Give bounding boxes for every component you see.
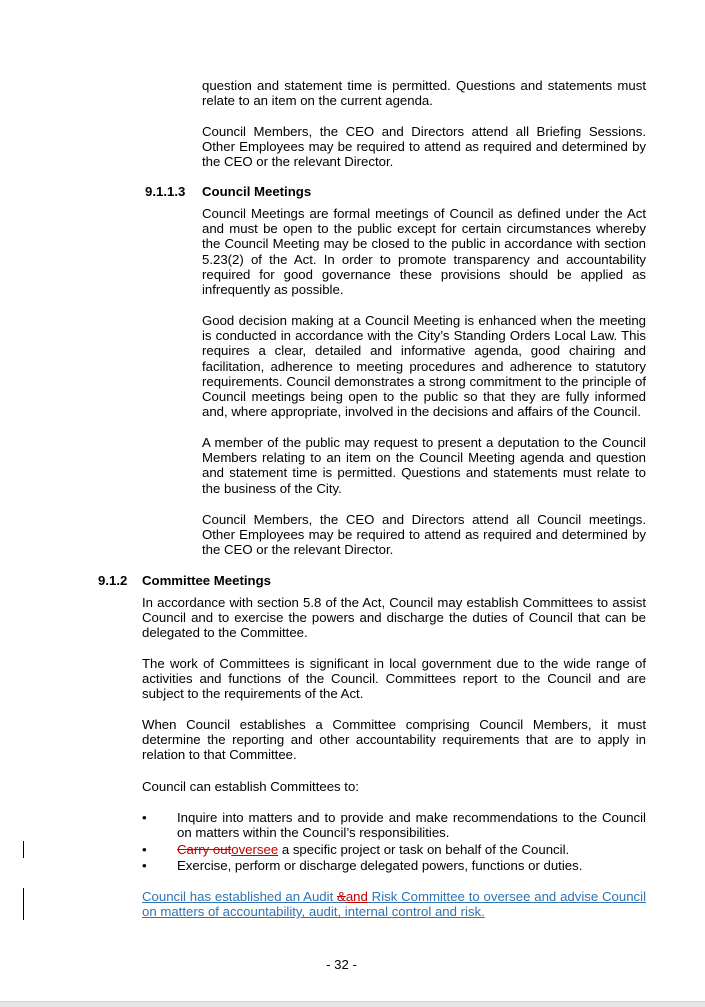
heading-number: 9.1.1.3 xyxy=(145,184,186,199)
inserted-text: oversee xyxy=(231,842,279,857)
heading-number: 9.1.2 xyxy=(98,573,128,588)
heading-committee-meetings xyxy=(98,573,271,588)
revision-text-start: Council has established an Audit xyxy=(142,889,338,904)
heading-council-meetings xyxy=(145,184,311,199)
paragraph-briefing-attendance: Council Members, the CEO and Directors attend all Briefing Sessions. Other Employees may be required to attend as required and determined by the CEO or the relevant Director. xyxy=(202,124,646,170)
paragraph-public-deputation: A member of the public may request to present a deputation to the Council Members relating to an item on the Council Meeting agenda and question and statement time is permitted. Questions and statements must relate to the business of the City. xyxy=(202,435,646,496)
paragraph-revised-audit-committee xyxy=(142,889,646,919)
paragraph-briefing-questions: question and statement time is permitted. Questions and statements must relate to an item on the current agenda. xyxy=(202,78,646,109)
paragraph-good-decision-making: Good decision making at a Council Meeting is enhanced when the meeting is conducted in accordance with the City’s Standing Orders Local Law. This requires a clear, detailed and informative agenda, good chairing and facilitation, adherence to meeting procedures and adherence to statutory requirements. Council demonstrates a strong commitment to the principle of Council meetings being open to the public so that they are fully informed and, where appropriate, involved in the decisions and affairs of the Council. xyxy=(202,313,646,420)
list-item xyxy=(142,810,646,840)
list-item-text xyxy=(177,842,646,857)
paragraph-committee-accountability: When Council establishes a Committee comprising Council Members, it must determine the reporting and other accountability requirements that are to apply in relation to that Committee. xyxy=(142,717,646,763)
page-number: - 32 - xyxy=(326,957,357,972)
list-item-text: Inquire into matters and to provide and make recommendations to the Council on matters within the Council’s responsibilities. xyxy=(177,810,646,841)
heading-title: Council Meetings xyxy=(202,184,312,199)
bullet-icon: • xyxy=(142,842,147,857)
change-bar xyxy=(23,841,24,858)
inserted-text: and xyxy=(345,889,368,904)
paragraph-council-attendance: Council Members, the CEO and Directors attend all Council meetings. Other Employees may be required to attend as required and determined by the CEO or the relevant Director. xyxy=(202,512,646,558)
deleted-text: & xyxy=(337,889,346,904)
list-item xyxy=(142,858,646,873)
paragraph-committee-establishment: In accordance with section 5.8 of the Act, Council may establish Committees to assist Council and to exercise the powers and discharge the duties of Council that can be delegated to the Committee. xyxy=(142,595,646,641)
paragraph-committee-work: The work of Committees is significant in local government due to the wide range of activities and functions of the Council. Committees report to the Council and are subject to the requirements of the Act. xyxy=(142,656,646,702)
page-bottom-edge xyxy=(0,1001,705,1007)
paragraph-committee-purposes-intro: Council can establish Committees to: xyxy=(142,779,359,794)
list-item-text: Exercise, perform or discharge delegated powers, functions or duties. xyxy=(177,858,583,873)
paragraph-council-meetings-definition: Council Meetings are formal meetings of Council as defined under the Act and must be open to the public except for certain circumstances whereby the Council Meeting may be closed to the public in accordance with section 5.23(2) of the Act. In order to promote transparency and accountability required for good governance these provisions should be applied as infrequently as possible. xyxy=(202,206,646,298)
deleted-text: Carry out xyxy=(177,842,232,857)
heading-title: Committee Meetings xyxy=(142,573,271,588)
list-item-text-rest: a specific project or task on behalf of the Council. xyxy=(278,842,570,857)
list-item xyxy=(142,842,646,857)
revision-text-end: Risk Committee to oversee and advise Council on matters of accountability, audit, internal control and risk. xyxy=(142,889,646,920)
bullet-icon: • xyxy=(142,810,147,825)
bullet-icon: • xyxy=(142,858,147,873)
change-bar xyxy=(23,888,24,920)
